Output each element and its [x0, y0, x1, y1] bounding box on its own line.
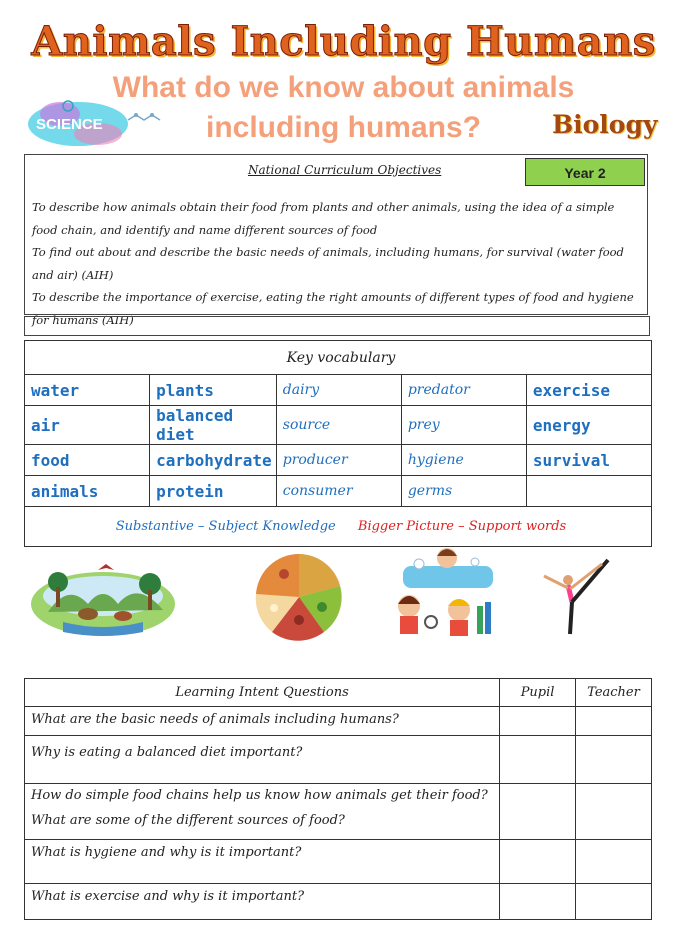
- vocabulary-legend: [25, 507, 652, 547]
- vocab-word: water: [25, 375, 150, 406]
- table-row: [25, 476, 652, 507]
- science-logo-text: SCIENCE: [36, 116, 103, 133]
- teacher-check-cell[interactable]: [576, 736, 652, 784]
- objectives-heading: National Curriculum Objectives: [248, 163, 442, 177]
- vocab-word: energy: [526, 406, 651, 445]
- question: What is hygiene and why is it important?: [25, 840, 500, 884]
- exercise-picture: [538, 556, 620, 636]
- vocab-word: prey: [401, 406, 526, 445]
- objectives-list: [32, 196, 637, 331]
- objective-item: To find out about and describe the basic needs of animals, including humans, for survival (water food and air) (AIH): [32, 245, 624, 282]
- vocab-word: animals: [25, 476, 150, 507]
- subtitle-line-1: What do we know about animals: [112, 71, 575, 104]
- table-row: [25, 375, 652, 406]
- habitat-picture: [28, 552, 178, 640]
- question: How do simple food chains help us know how animals get their food?: [31, 788, 488, 803]
- vocab-word: producer: [276, 445, 401, 476]
- table-row: [25, 884, 652, 920]
- question: Why is eating a balanced diet important?: [25, 736, 500, 784]
- table-row: [25, 707, 652, 736]
- subject-badge: Biology: [552, 110, 658, 139]
- vocab-word: exercise: [526, 375, 651, 406]
- table-row: [25, 445, 652, 476]
- teacher-check-cell[interactable]: [576, 784, 652, 840]
- divider-bar: [24, 316, 650, 336]
- vocab-word: consumer: [276, 476, 401, 507]
- table-row: [25, 406, 652, 445]
- pupil-check-cell[interactable]: [500, 884, 576, 920]
- table-row: [25, 840, 652, 884]
- vocab-word: balanced diet: [150, 406, 277, 445]
- vocab-word: plants: [150, 375, 277, 406]
- vocab-word: [526, 476, 651, 507]
- pupil-check-cell[interactable]: [500, 784, 576, 840]
- vocabulary-heading: Key vocabulary: [25, 341, 652, 375]
- objective-item: To describe the importance of exercise, eating the right amounts of different types of food and hygiene for humans (AIH): [32, 290, 634, 327]
- question: What are some of the different sources of food?: [31, 813, 345, 828]
- header-learning-intent: Learning Intent Questions: [25, 679, 500, 707]
- question: What is exercise and why is it important?: [25, 884, 500, 920]
- vocab-word: air: [25, 406, 150, 445]
- page-title: Animals Including Humans: [31, 18, 656, 65]
- vocabulary-table: [24, 340, 652, 547]
- legend-substantive: Substantive – Subject Knowledge: [115, 519, 336, 534]
- vocab-word: dairy: [276, 375, 401, 406]
- hygiene-picture: [385, 546, 511, 642]
- legend-bigger-picture: Bigger Picture – Support words: [357, 519, 567, 534]
- question-group: [25, 784, 500, 840]
- subtitle-line-2: including humans?: [206, 111, 481, 144]
- vocab-word: survival: [526, 445, 651, 476]
- teacher-check-cell[interactable]: [576, 707, 652, 736]
- pupil-check-cell[interactable]: [500, 707, 576, 736]
- teacher-check-cell[interactable]: [576, 884, 652, 920]
- vocab-word: source: [276, 406, 401, 445]
- vocab-word: carbohydrate: [150, 445, 277, 476]
- pupil-check-cell[interactable]: [500, 736, 576, 784]
- year-badge: Year 2: [525, 158, 645, 186]
- table-row: [25, 784, 652, 840]
- vocab-word: protein: [150, 476, 277, 507]
- header-teacher: Teacher: [576, 679, 652, 707]
- vocab-word: hygiene: [401, 445, 526, 476]
- objective-item: To describe how animals obtain their food from plants and other animals, using the idea of a simple food chain, and identify and name different sources of food: [32, 200, 615, 237]
- food-picture: [244, 552, 354, 642]
- table-row: [25, 736, 652, 784]
- vocab-word: germs: [401, 476, 526, 507]
- header-pupil: Pupil: [500, 679, 576, 707]
- vocab-word: predator: [401, 375, 526, 406]
- question: What are the basic needs of animals including humans?: [25, 707, 500, 736]
- learning-intent-table: [24, 678, 652, 920]
- vocab-word: food: [25, 445, 150, 476]
- teacher-check-cell[interactable]: [576, 840, 652, 884]
- pupil-check-cell[interactable]: [500, 840, 576, 884]
